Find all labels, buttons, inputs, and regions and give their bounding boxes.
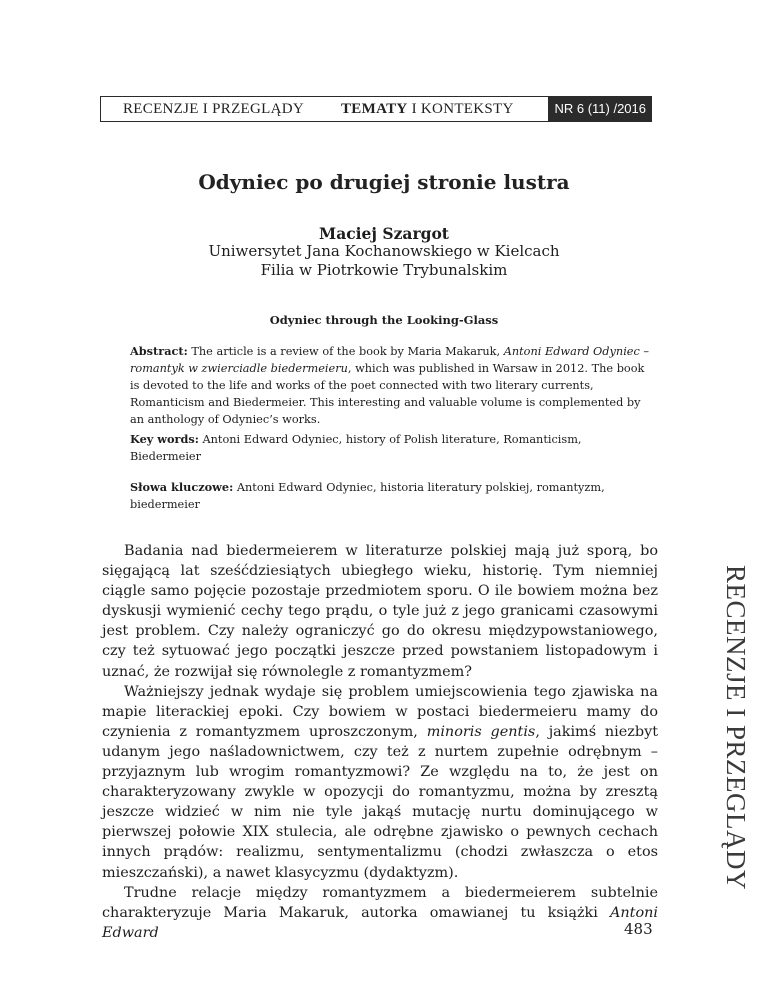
paragraph-1: Badania nad biedermeierem w literaturze polskiej mają już sporą, bo sięgającą lat sześćdziesiątych ubiegłego wieku, historię. Tym niemniej ciągle samo pojęcie pozostaje przedmiotem sporu. O ile bowiem można bez dyskusji wymienić cechy tego prądu, o tyle już z jego granicami czasowymi jest problem. Czy należy ograniczyć go do okresu międzypowstaniowego, czy też sytuować jego początki jeszcze przed powstaniem listopadowym i uznać, że rozwijał się równolegle z romantyzmem? (102, 543, 658, 680)
paragraph-2 (102, 682, 658, 883)
paragraph-2-italic: minoris gentis (426, 723, 536, 740)
header-issue-badge: NR 6 (11) /2016 (548, 96, 652, 122)
english-title: Odyniec through the Looking-Glass (269, 313, 499, 327)
paragraph-3-text: Trudne relacje między romantyzmem a biedermeierem subtelnie charakteryzuje Maria Makaruk, autorka omawianej tu książki (102, 884, 658, 921)
header-journal-rest: I KONTEKSTY (407, 101, 514, 117)
keywords-label: Key words: (130, 432, 199, 446)
paragraph-2-text-a: Ważniejszy jednak wydaje się problem umiejscowienia tego zjawiska na mapie literackiej epoki. Czy bowiem w postaci biedermeieru mamy do czynienia z romantyzmem uproszczonym, (102, 683, 658, 740)
header-journal-name (341, 101, 514, 118)
article-title: Odyniec po drugiej stronie lustra (198, 170, 570, 194)
paragraph-3-italic: Antoni Edward (102, 904, 658, 941)
abstract-book-title: Antoni Edward Odyniec – romantyk w zwierciadle biedermeieru (130, 345, 650, 375)
affiliation-line-2: Filia w Piotrkowie Trybunalskim (260, 261, 508, 279)
keywords-polish-label: Słowa kluczowe: (130, 480, 234, 494)
header-journal-bold: TEMATY (341, 101, 408, 117)
abstract-text-2: , which was published in Warsaw in 2012. The book is devoted to the life and works of the poet connected with two literary currents, Romanticism and Biedermeier. This interesting and valuable volume is complemented by an anthology of Odyniec’s works. (130, 362, 645, 426)
paragraph-2-text-b: , jakimś niezbyt udanym jego naśladownictwem, czy też z nurtem zupełnie odrębnym – przyjaznym lub wrogim romantyzmowi? Ze względu na to, że jest on charakteryzowany zwykle w opozycji do romantyzmu, można by zresztą jeszcze widzieć w nim nie tyle jakąś mutację nurtu dominującego w pierwszej połowie XIX stulecia, ale odrębne zjawisko o pewnych cechach innych prądów: realizmu, sentymentalizmu (chodzi zwłaszcza o etos mieszczański), a nawet klasycyzmu (dydaktyzm). (102, 723, 658, 881)
author-name: Maciej Szargot (319, 224, 449, 243)
running-header (100, 96, 652, 122)
affiliation-line-1: Uniwersytet Jana Kochanowskiego w Kielcach (208, 242, 560, 260)
keywords (130, 431, 650, 465)
author-affiliation (0, 242, 768, 280)
body-text (102, 541, 658, 943)
page-number: 483 (624, 920, 653, 938)
paragraph-3 (102, 883, 658, 943)
keywords-polish (130, 479, 650, 513)
abstract (130, 343, 650, 428)
keywords-polish-text: Antoni Edward Odyniec, historia literatury polskiej, romantyzm, biedermeier (130, 481, 605, 511)
keywords-text: Antoni Edward Odyniec, history of Polish literature, Romanticism, Biedermeier (130, 433, 582, 463)
header-section-name: RECENZJE I PRZEGLĄDY (123, 101, 304, 117)
side-section-label: RECENZJE I PRZEGLĄDY (721, 565, 751, 890)
abstract-label: Abstract: (130, 344, 188, 358)
abstract-text-1: The article is a review of the book by Maria Makaruk, (187, 345, 504, 358)
